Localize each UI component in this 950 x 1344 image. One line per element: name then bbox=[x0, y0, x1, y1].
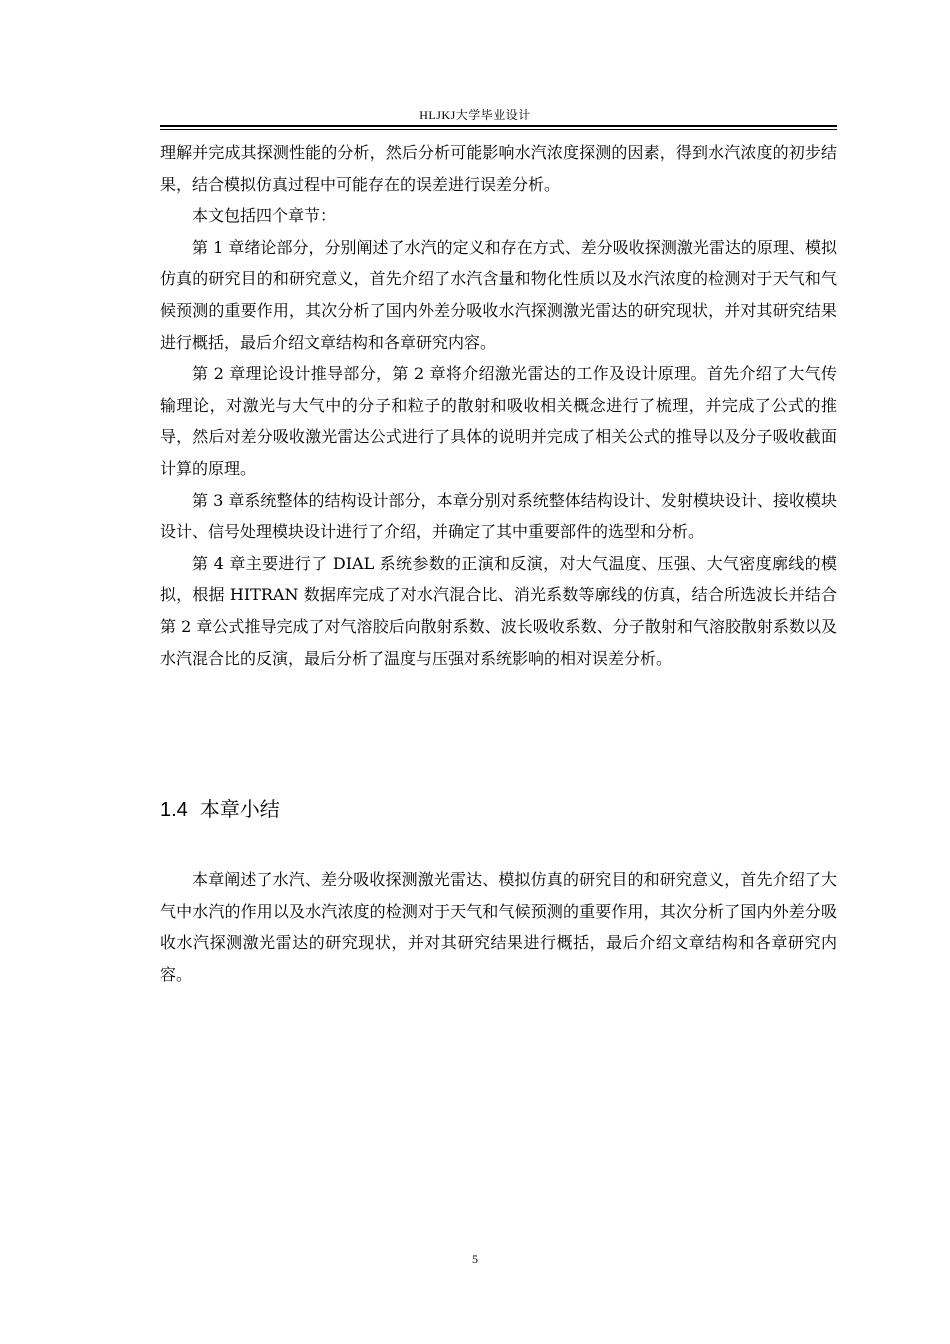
body-paragraph-chapter-overview: 本文包括四个章节： bbox=[192, 206, 337, 226]
section-title: 本章小结 bbox=[199, 797, 280, 821]
header-rule-thin bbox=[160, 129, 837, 130]
summary-text-block bbox=[160, 864, 837, 990]
page-number: 5 bbox=[472, 1252, 478, 1266]
body-paragraph-chapter-4: 第 4 章主要进行了 DIAL 系统参数的正演和反演，对大气温度、压强、大气密度廓线的模拟，根据 HITRAN 数据库完成了对水汽混合比、消光系数等廓线的仿真，结合所选波长并结合第 2 章公式推导完成了对气溶胶后向散射系数、波长吸收系数、分子散射和气溶胶散射系数以及水汽混合比的反演，最后分析了温度与压强对系统影响的相对误差分析。 bbox=[160, 553, 837, 668]
main-text-block bbox=[160, 137, 837, 674]
section-number: 1.4 bbox=[160, 799, 188, 821]
section-heading bbox=[160, 795, 280, 824]
summary-paragraph: 本章阐述了水汽、差分吸收探测激光雷达、模拟仿真的研究目的和研究意义，首先介绍了大气中水汽的作用以及水汽浓度的检测对于天气和气候预测的重要作用，其次分析了国内外差分吸收水汽探测激光雷达的研究现状，并对其研究结果进行概括，最后介绍文章结构和各章研究内容。 bbox=[160, 870, 837, 984]
body-paragraph-chapter-2: 第 2 章理论设计推导部分，第 2 章将介绍激光雷达的工作及设计原理。首先介绍了大气传输理论，对激光与大气中的分子和粒子的散射和吸收相关概念进行了梳理，并完成了公式的推导，然后对差分吸收激光雷达公式进行了具体的说明并完成了相关公式的推导以及分子吸收截面计算的原理。 bbox=[160, 364, 837, 478]
body-paragraph-continuation: 理解并完成其探测性能的分析，然后分析可能影响水汽浓度探测的因素，得到水汽浓度的初步结果，结合模拟仿真过程中可能存在的误差进行误差分析。 bbox=[160, 143, 837, 194]
header-rule-thick bbox=[160, 125, 837, 127]
body-paragraph-chapter-3: 第 3 章系统整体的结构设计部分，本章分别对系统整体结构设计、发射模块设计、接收模块设计、信号处理模块设计进行了介绍，并确定了其中重要部件的选型和分析。 bbox=[160, 490, 837, 542]
body-paragraph-chapter-1: 第 1 章绪论部分，分别阐述了水汽的定义和存在方式、差分吸收探测激光雷达的原理、模拟仿真的研究目的和研究意义，首先介绍了水汽含量和物化性质以及水汽浓度的检测对于天气和气候预测的重要作用，其次分析了国内外差分吸收水汽探测激光雷达的研究现状，并对其研究结果进行概括，最后介绍文章结构和各章研究内容。 bbox=[160, 237, 837, 352]
page-header-title: HLJKJ大学毕业设计 bbox=[419, 108, 531, 122]
